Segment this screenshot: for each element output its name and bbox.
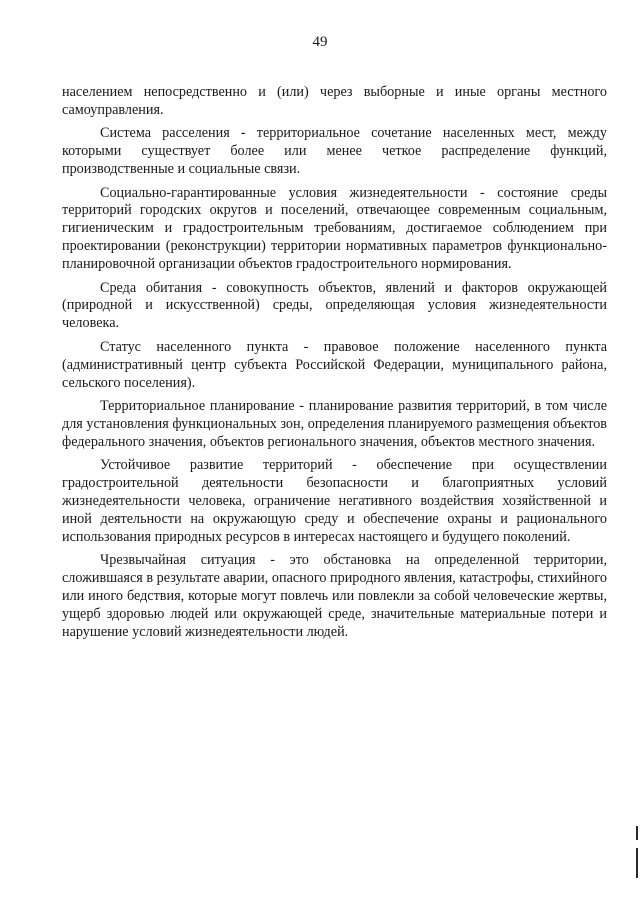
paragraph-settlement-status: Статус населенного пункта - правовое положение населенного пункта (административный центр субъекта Российской Федерации, муниципального района, сельского поселения).: [62, 338, 607, 391]
scan-edge-mark: [636, 826, 638, 840]
paragraph-continuation: населением непосредственно и (или) через выборные и иные органы местного самоуправления.: [62, 84, 607, 118]
page-number: 49: [312, 34, 328, 50]
paragraph-emergency: Чрезвычайная ситуация - это обстановка на определенной территории, сложившаяся в результате аварии, опасного природного явления, катастрофы, стихийного или иного бедствия, которые могут повлечь или повлекли за собой человеческие жертвы, ущерб здоровью людей или окружающей среде, значительные материальные потери и нарушение условий жизнедеятельности людей.: [62, 552, 607, 640]
scan-edge-mark: [636, 848, 638, 878]
paragraph-habitat: Среда обитания - совокупность объектов, явлений и факторов окружающей (природной и искусственной) среды, определяющая условия жизнедеятельности человека.: [62, 279, 607, 332]
paragraph-settlement-system: Система расселения - территориальное сочетание населенных мест, между которыми существует более или менее четкое распределение функций, производственные и социальные связи.: [62, 125, 607, 178]
paragraph-territorial-planning: Территориальное планирование - планирование развития территорий, в том числе для установления функциональных зон, определения планируемого размещения объектов федерального значения, объектов регионального значения, объектов местного значения.: [62, 398, 607, 450]
document-body: [62, 84, 607, 647]
paragraph-social-conditions: Социально-гарантированные условия жизнедеятельности - состояние среды территорий городских округов и поселений, отвечающее современным социальным, гигиеническим и градостроительным требованиям, достигаемое соблюдением при проектировании (реконструкции) территории нормативных параметров функционально-планировочной организации объектов градостроительного нормирования.: [62, 184, 607, 273]
paragraph-sustainable-development: Устойчивое развитие территорий - обеспечение при осуществлении градостроительной деятельности безопасности и благоприятных условий жизнедеятельности человека, ограничение негативного воздействия хозяйственной и иной деятельности на окружающую среду и обеспечение охраны и рационального использования природных ресурсов в интересах настоящего и будущего поколений.: [62, 457, 607, 545]
